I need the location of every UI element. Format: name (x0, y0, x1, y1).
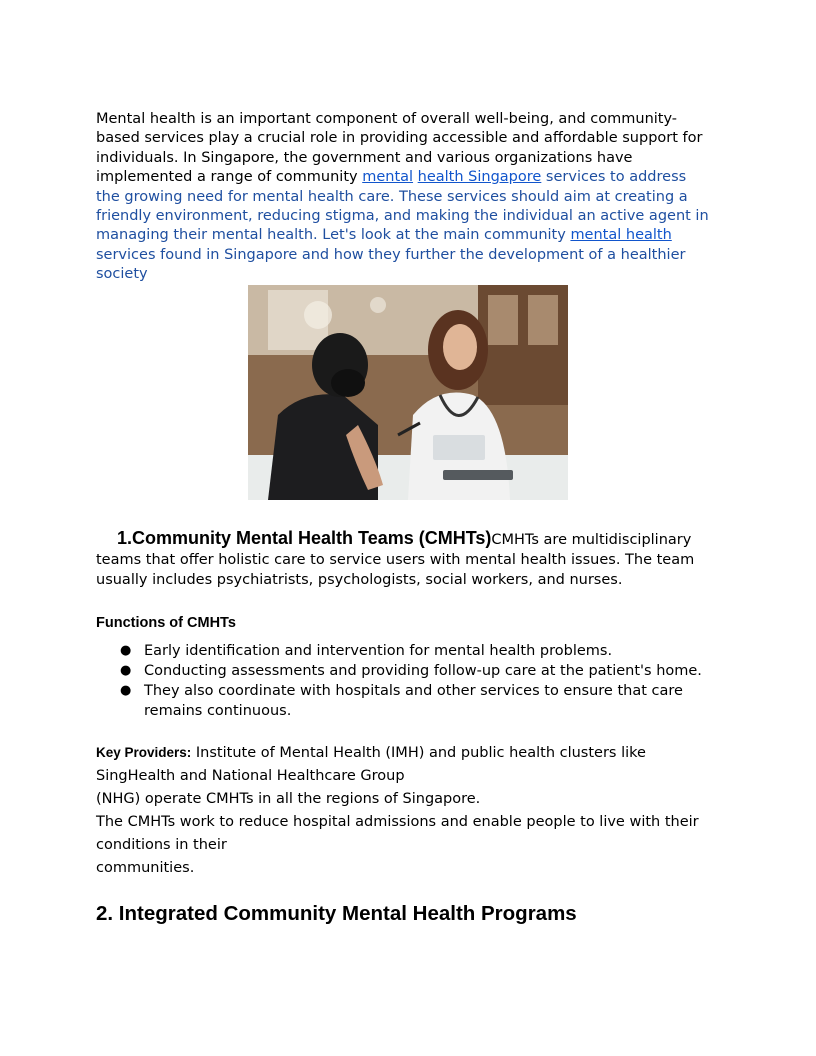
section-cmhts (96, 528, 712, 590)
intro-text-1: Mental health is an important component of overall well-being, and community-based services play a crucial role in providing accessible and affordable support for individuals. In Singapore, the government and various organizations have implemented a range of community (96, 111, 703, 186)
intro-paragraph (96, 110, 712, 285)
key-providers-label: Key Providers: (96, 744, 192, 760)
consultation-photo (248, 285, 568, 500)
key-providers-text-1: Institute of Mental Health (IMH) and public health clusters like SingHealth and National Healthcare Group (96, 744, 646, 784)
link-health-singapore[interactable]: health Singapore (417, 169, 542, 186)
link-mental-health[interactable]: mental health (570, 227, 672, 244)
document-page (96, 110, 712, 926)
key-providers (96, 741, 712, 880)
key-providers-text-2: (NHG) operate CMHTs in all the regions of Singapore. (96, 790, 481, 807)
section-1-body: CMHTs are multidisciplinary teams that offer holistic care to service users with mental health issues. The team usually includes psychiatrists, psychologists, social workers, and nurses. (96, 531, 695, 588)
list-item: ● They also coordinate with hospitals and other services to ensure that care remains continuous. (120, 681, 712, 721)
list-item: ● Early identification and intervention for mental health problems. (120, 641, 712, 661)
section-1-heading: 1.Community Mental Health Teams (CMHTs) (117, 527, 492, 548)
key-providers-text-4: communities. (96, 859, 195, 876)
key-providers-text-3: The CMHTs work to reduce hospital admissions and enable people to live with their conditions in their (96, 813, 699, 853)
functions-heading: Functions of CMHTs (96, 614, 236, 631)
intro-text-3: services found in Singapore and how they further the development of a healthier society (96, 246, 686, 283)
list-item: ● Conducting assessments and providing follow-up care at the patient's home. (120, 661, 712, 681)
functions-list (96, 641, 712, 721)
link-mental[interactable]: mental (362, 169, 414, 186)
section-2-heading: 2. Integrated Community Mental Health Programs (96, 901, 577, 925)
intro-text-2: services to address the growing need for mental health care. These services should aim at creating a friendly environment, reducing stigma, and making the individual an active agent in managing their mental health. Let's look at the main community (96, 169, 709, 244)
